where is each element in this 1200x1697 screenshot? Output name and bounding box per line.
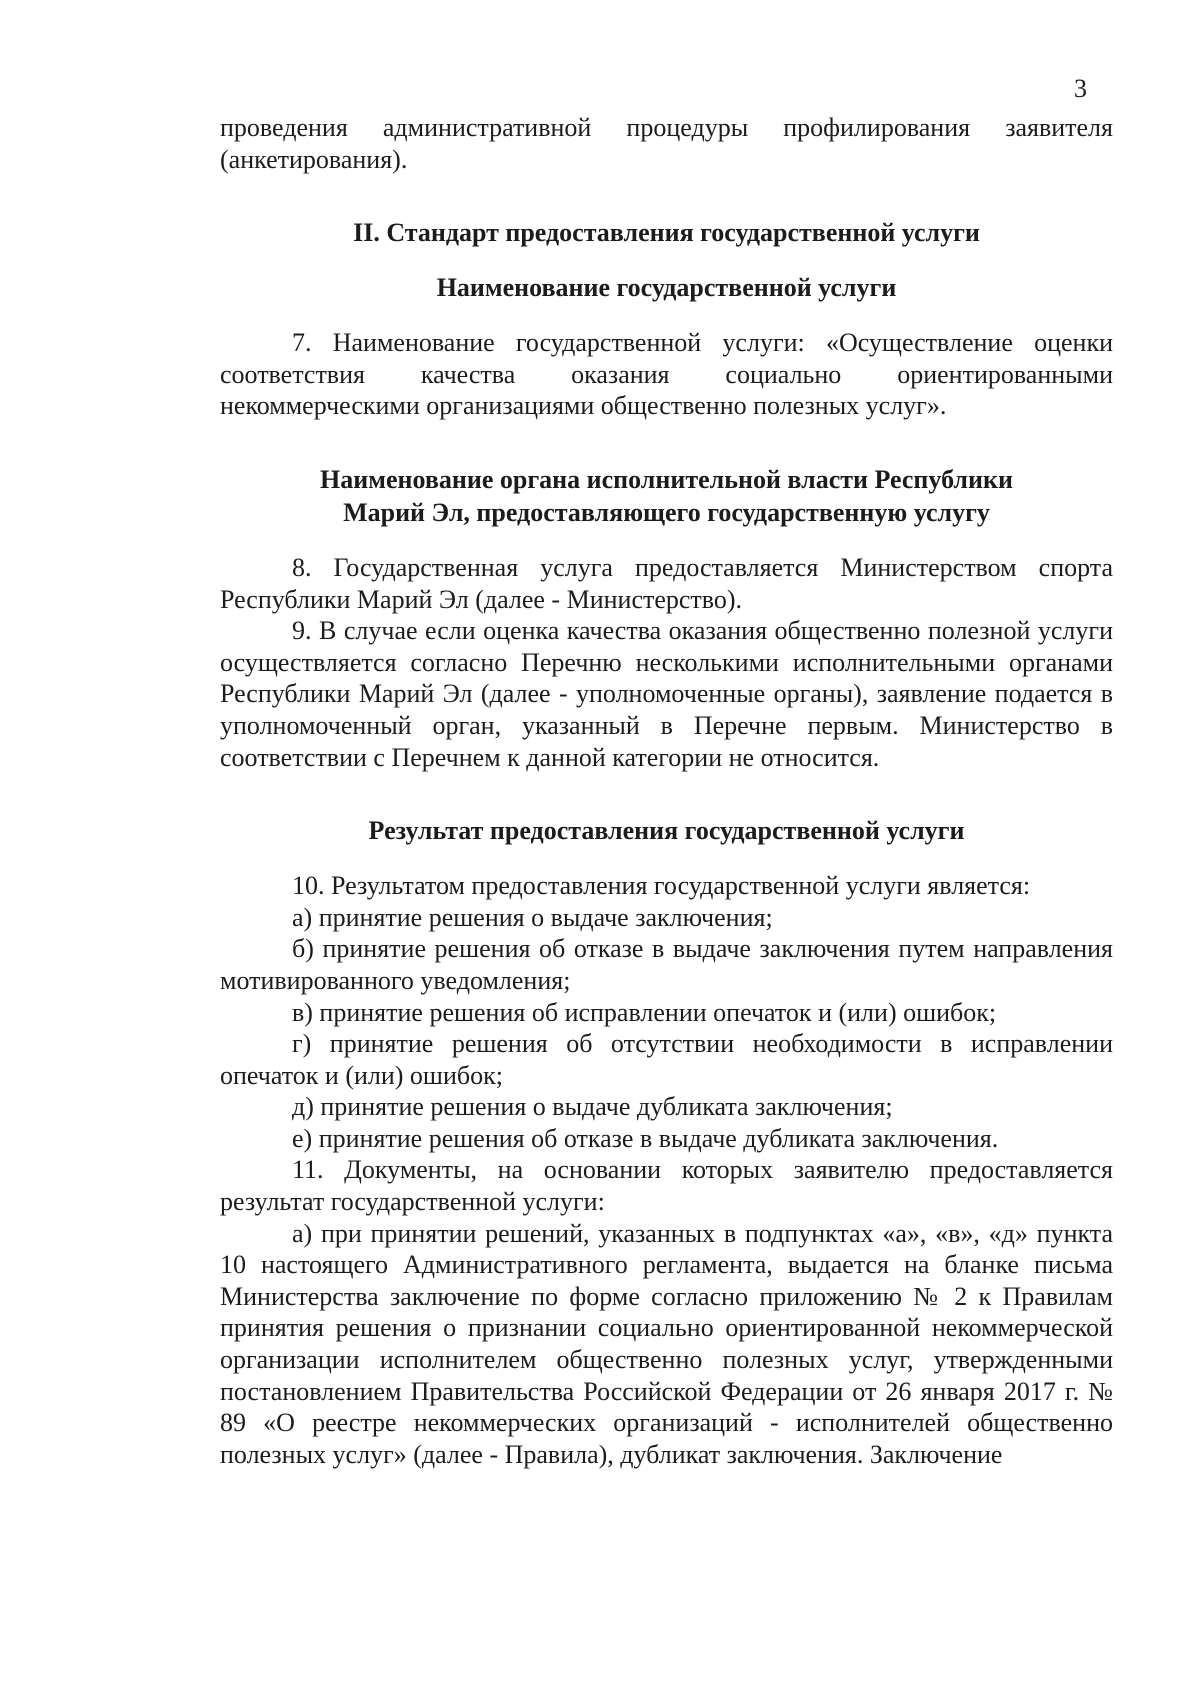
paragraph-8: 8. Государственная услуга предоставляется Министерством спорта Республики Марий Эл (далее - Министерство). <box>220 552 1113 614</box>
paragraph-10-g: г) принятие решения об отсутствии необходимости в исправлении опечаток и (или) ошибок; <box>220 1029 1113 1090</box>
subheading-authority <box>220 463 1113 529</box>
subheading-service-name: Наименование государственной услуги <box>436 273 897 303</box>
paragraph-10-b: б) принятие решения об отказе в выдаче заключения путем направления мотивированного уведомления; <box>220 934 1113 995</box>
subheading-authority-line-2: Марий Эл, предоставляющего государственную услугу <box>343 497 990 527</box>
subheading-authority-line-1: Наименование органа исполнительной власти Республики <box>320 464 1013 494</box>
paragraph-11-a: а) при принятии решений, указанных в подпунктах «а», «в», «д» пункта 10 настоящего Административного регламента, выдается на бланке письма Министерства заключение по форме согласно приложению № 2 к Правилам принятия решения о признании социально ориентированной некоммерческой организации исполнителем общественно полезных услуг, утвержденными постановлением Правительства Российской Федерации от 26 января 2017 г. № 89 «О реестре некоммерческих организаций - исполнителей общественно полезных услуг» (далее - Правила), дубликат заключения. Заключение <box>220 1218 1113 1469</box>
paragraph-9: 9. В случае если оценка качества оказания общественно полезной услуги осуществляется согласно Перечню несколькими исполнительными органами Республики Марий Эл (далее - уполномоченные органы), заявление подается в уполномоченный орган, указанный в Перечне первым. Министерство в соответствии с Перечнем к данной категории не относится. <box>220 616 1113 772</box>
paragraph-7: 7. Наименование государственной услуги: «Осуществление оценки соответствия качества оказания социально ориентированными некоммерческими организациями общественно полезных услуг». <box>220 328 1113 421</box>
paragraph-11: 11. Документы, на основании которых заявителю предоставляется результат государственной услуги: <box>220 1155 1113 1217</box>
paragraph-10-e: е) принятие решения об отказе в выдаче дубликата заключения. <box>292 1123 999 1153</box>
document-body <box>220 112 1113 1470</box>
section-heading-standard: II. Стандарт предоставления государственной услуги <box>353 218 980 248</box>
paragraph-10-d: д) принятие решения о выдаче дубликата заключения; <box>292 1092 893 1122</box>
paragraph-10: 10. Результатом предоставления государственной услуги является: <box>292 871 1031 901</box>
paragraph-10-v: в) принятие решения об исправлении опечаток и (или) ошибок; <box>292 997 997 1027</box>
paragraph-10-a: а) принятие решения о выдаче заключения; <box>292 902 773 932</box>
page-number: 3 <box>1074 74 1087 103</box>
subheading-result: Результат предоставления государственной услуги <box>368 816 965 846</box>
paragraph-continuation: проведения административной процедуры профилирования заявителя (анкетирования). <box>220 113 1113 174</box>
